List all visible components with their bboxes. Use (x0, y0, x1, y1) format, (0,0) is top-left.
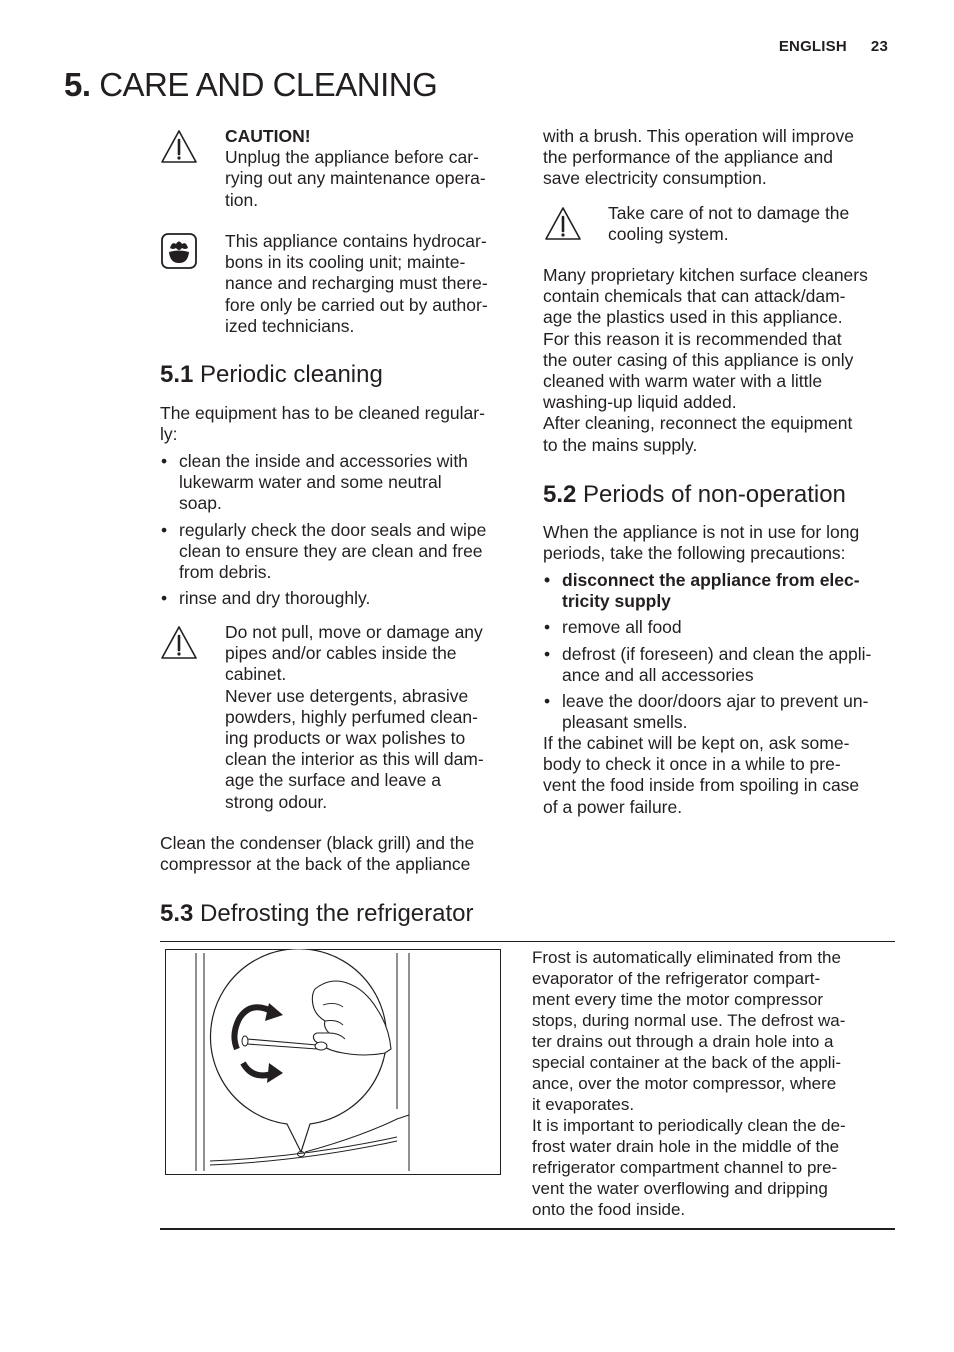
list-item: • clean the inside and accessories with lukewarm water and some neutral soap. (160, 451, 520, 515)
section-5-2-heading (543, 481, 846, 509)
section-5-1-bullets (160, 451, 520, 614)
page-header (755, 38, 888, 55)
section-5-3-number: 5.3 (160, 900, 194, 927)
list-item: • leave the door/doors ajar to prevent un- pleasant smells. (543, 691, 913, 733)
title-text: CARE AND CLEANING (99, 66, 438, 103)
section-5-1-heading (160, 361, 383, 389)
section-5-1-warning: Do not pull, move or damage any pipes and/or cables inside the cabinet. Never use detergents, abrasive powders, highly perfumed clean- ing products or wax polishes to clean the interior as this will dam- age the surface and leave a strong odour. (225, 622, 484, 812)
section-5-2-bullets (543, 570, 913, 733)
brush-text: with a brush. This operation will improve the performance of the appliance and save electricity consumption. (543, 126, 854, 189)
section-5-1-number: 5.1 (160, 361, 194, 388)
list-item: • remove all food (543, 617, 913, 638)
caution-block (225, 126, 525, 211)
header-language: ENGLISH (778, 38, 847, 55)
caution-heading: CAUTION! (225, 126, 311, 146)
section-5-1-intro: The equipment has to be cleaned regular- ly: (160, 403, 485, 445)
title-number: 5. (64, 66, 91, 103)
list-item: • defrost (if foreseen) and clean the appli- ance and all accessories (543, 644, 913, 686)
warning-triangle-icon (544, 205, 582, 243)
section-5-3-title: Defrosting the refrigerator (200, 900, 474, 927)
section-5-3-text: Frost is automatically eliminated from the evaporator of the refrigerator compart- ment every time the motor compressor stops, during normal use. The defrost wa- ter drains out through a drain hole into a special container at the back of the appli- ance, over the motor compressor, where it evaporates. It is important to periodically clean the de- frost water drain hole in the middle of the refrigerator compartment channel to pre- vent the water overflowing and dripping onto the food inside. (532, 948, 846, 1219)
warning-triangle-icon (160, 128, 198, 166)
section-5-2-title: Periods of non-operation (583, 481, 846, 508)
cleaners-text: Many proprietary kitchen surface cleaners contain chemicals that can attack/dam- age the plastics used in this appliance. For this reason it is recommended that the outer casing of this appliance is only cleaned with warm water with a little washing-up liquid added. After cleaning, reconnect the equipment to the mains supply. (543, 265, 868, 455)
hydrocarbons-note: This appliance contains hydrocar- bons in its cooling unit; mainte- nance and recharging must there- fore only be carried out by author- ized technicians. (225, 231, 488, 336)
caution-text: Unplug the appliance before car- rying out any maintenance opera- tion. (225, 147, 486, 210)
warning-triangle-icon (160, 624, 198, 662)
list-item: • rinse and dry thoroughly. (160, 588, 520, 609)
environment-protection-icon (160, 232, 198, 270)
condenser-text: Clean the condenser (black grill) and the compressor at the back of the appliance (160, 833, 475, 875)
header-page-number: 23 (870, 38, 888, 55)
table-bottom-rule (160, 1228, 895, 1230)
list-item: • regularly check the door seals and wipe clean to ensure they are clean and free from debris. (160, 520, 520, 584)
section-5-2-intro: When the appliance is not in use for long periods, take the following precautions: (543, 522, 860, 564)
cooling-warning: Take care of not to damage the cooling system. (608, 203, 850, 245)
defrost-drain-illustration (165, 949, 501, 1175)
list-item: • disconnect the appliance from elec- tricity supply (543, 570, 913, 612)
page-title (64, 66, 437, 104)
section-5-3-heading (160, 900, 474, 928)
section-5-2-number: 5.2 (543, 481, 577, 508)
section-5-2-closing: If the cabinet will be kept on, ask some- body to check it once in a while to pre- vent the food inside from spoiling in case of a power failure. (543, 733, 860, 817)
section-5-1-title: Periodic cleaning (200, 361, 383, 388)
table-top-rule (160, 941, 895, 942)
